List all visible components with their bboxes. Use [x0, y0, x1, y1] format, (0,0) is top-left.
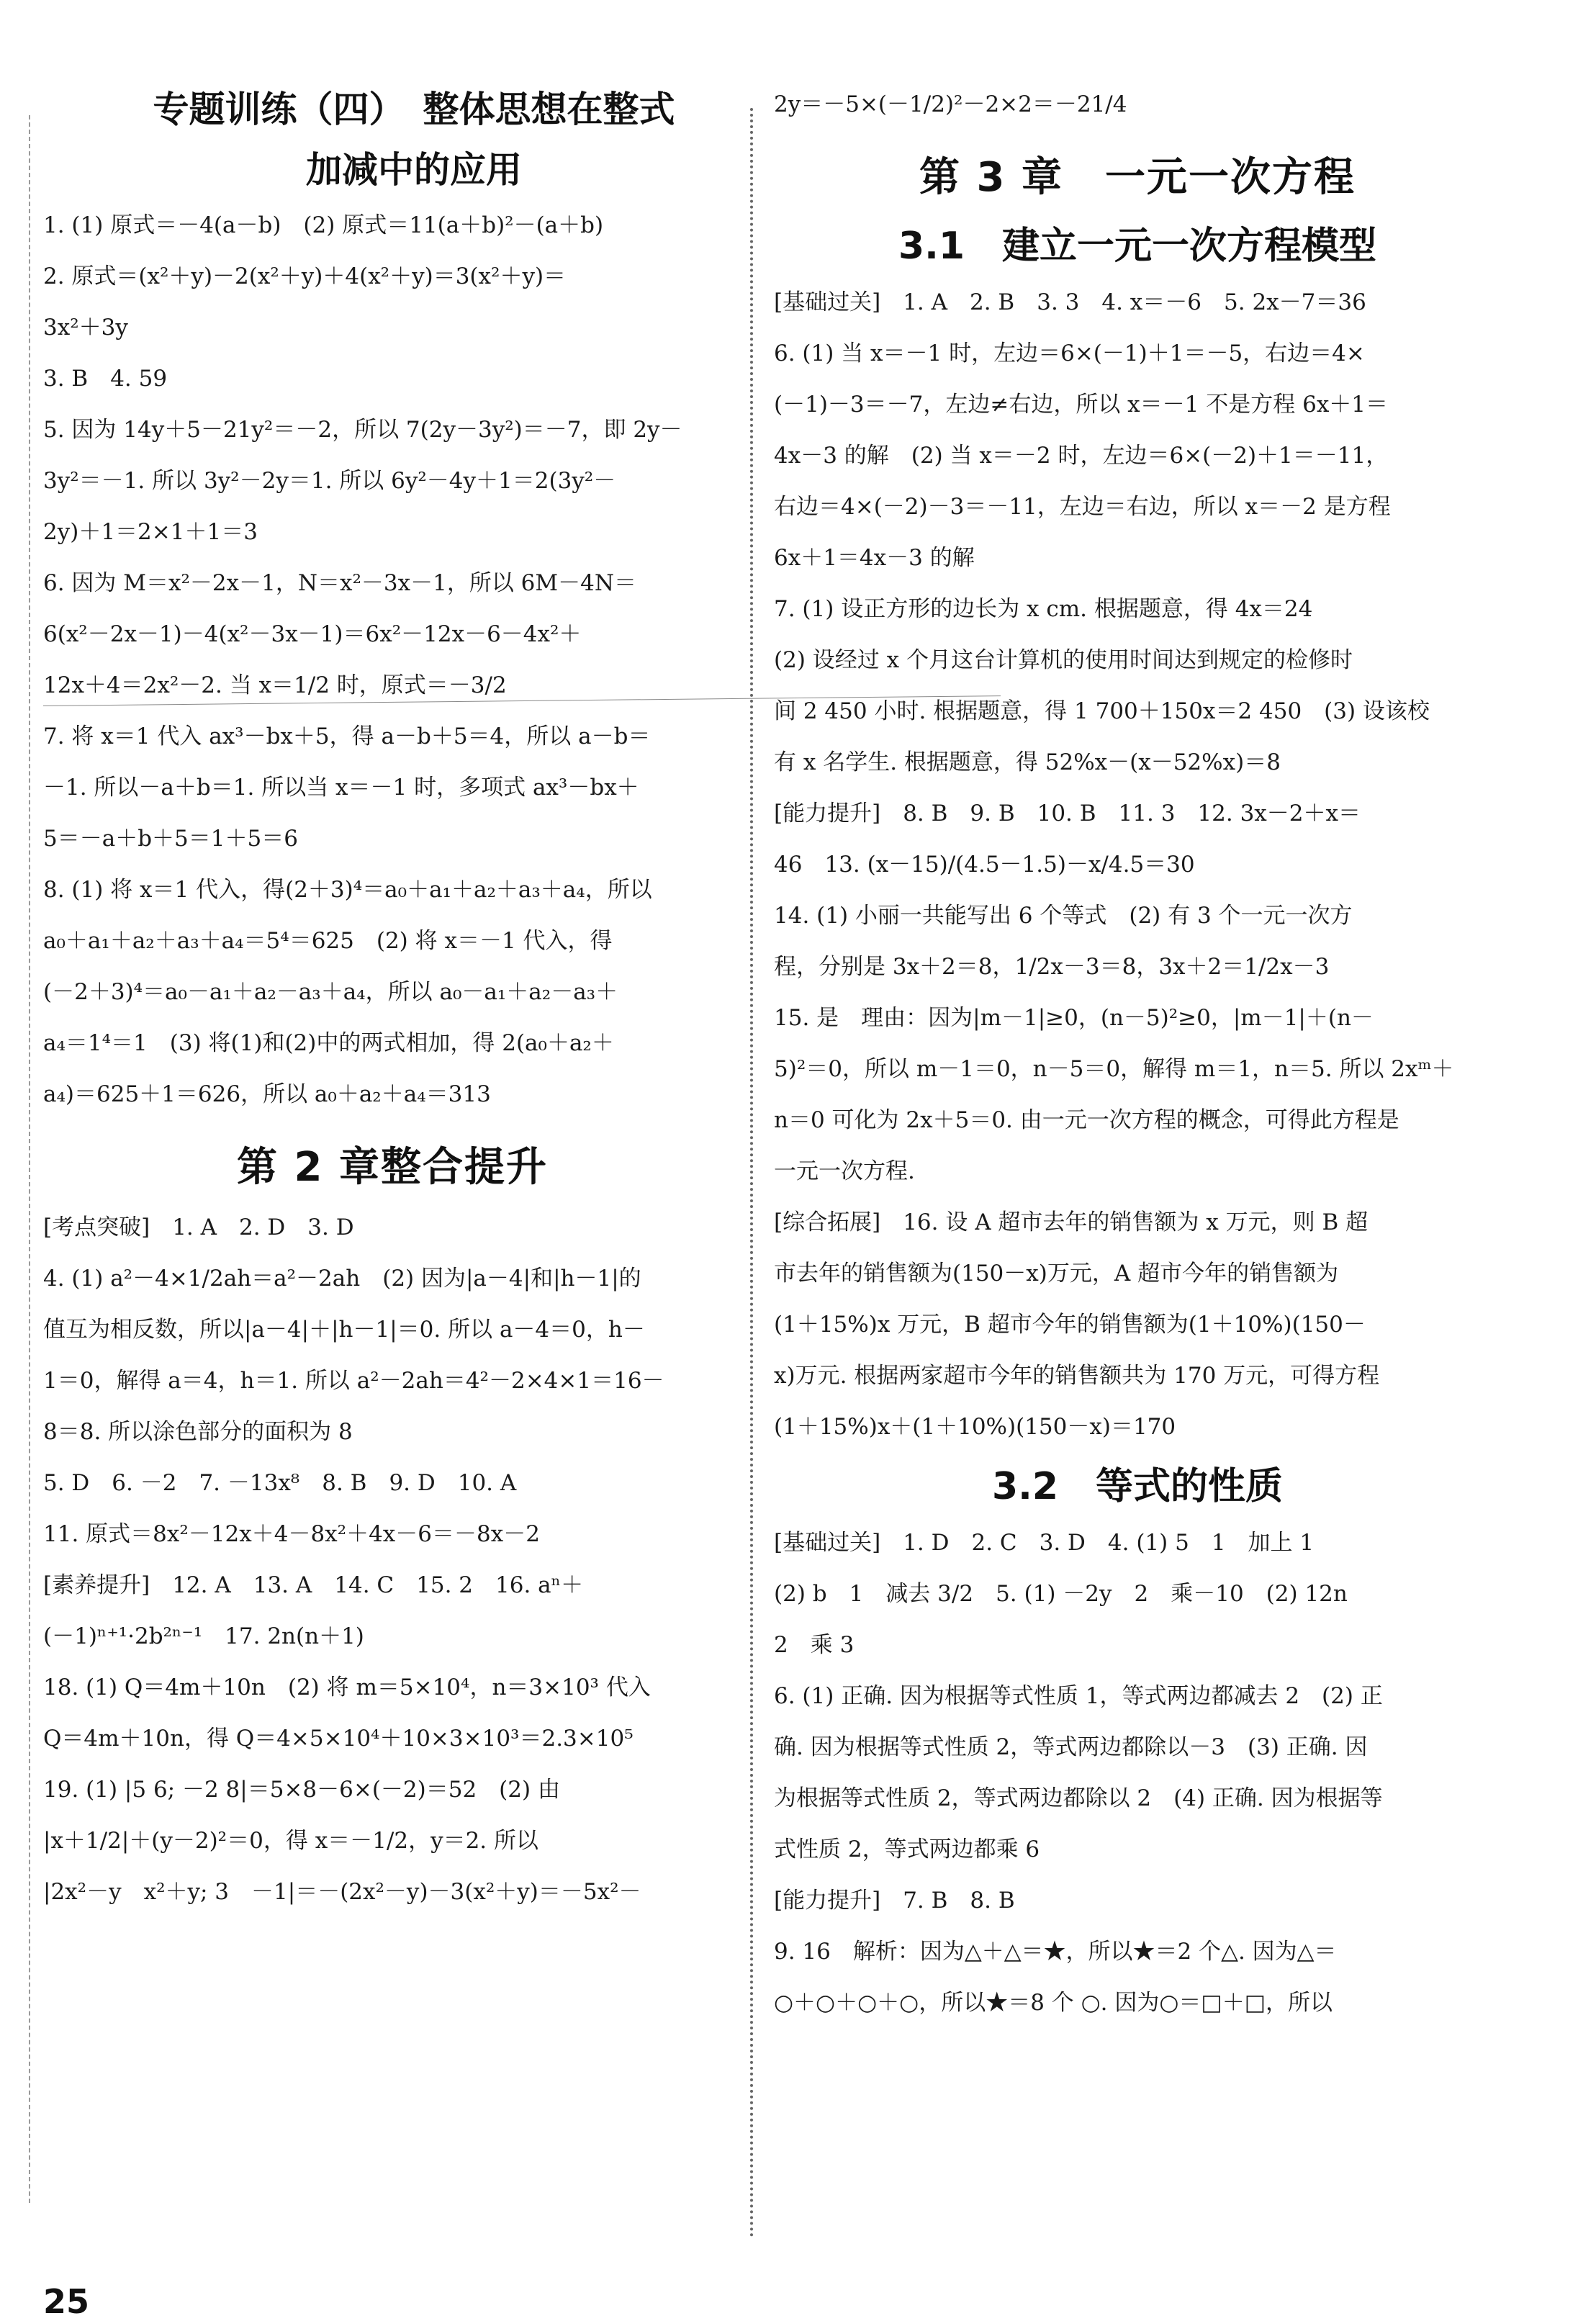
- answer-line: 2y)＋1＝2×1＋1＝3: [43, 519, 258, 545]
- answer-line: 6. 因为 M＝x²－2x－1，N＝x²－3x－1，所以 6M－4N＝: [43, 570, 636, 596]
- answer-line: a₀＋a₁＋a₂＋a₃＋a₄＝5⁴＝625 (2) 将 x＝－1 代入，得: [43, 928, 613, 954]
- column-divider: [750, 108, 753, 2239]
- chapter-2-answers: [43, 1202, 741, 1918]
- answer-line: [基础过关] 1. D 2. C 3. D 4. (1) 5 1 加上 1: [774, 1530, 1315, 1556]
- section-3-1-title: 3.1 建立一元一次方程模型: [898, 225, 1377, 268]
- binding-dash-line: [29, 115, 33, 2203]
- answer-line: 6. (1) 正确. 因为根据等式性质 1，等式两边都减去 2 (2) 正: [774, 1683, 1383, 1709]
- answer-line: x)万元. 根据两家超市今年的销售额共为 170 万元，可得方程: [774, 1363, 1380, 1389]
- section-3-1-answers: [774, 277, 1501, 1453]
- answer-line: 2 乘 3: [774, 1632, 855, 1658]
- answer-line: 15. 是 理由：因为|m－1|≥0，(n－5)²≥0，|m－1|＋(n－: [774, 1005, 1374, 1031]
- topic-title-line-1: 专题训练（四） 整体思想在整式: [153, 89, 675, 130]
- answer-line: 为根据等式性质 2，等式两边都除以 2 (4) 正确. 因为根据等: [774, 1785, 1383, 1811]
- answer-line: 式性质 2，等式两边都乘 6: [774, 1836, 1040, 1862]
- answer-line: 5. D 6. －2 7. －13x⁸ 8. B 9. D 10. A: [43, 1470, 517, 1496]
- answer-line: (－1)－3＝－7，左边≠右边，所以 x＝－1 不是方程 6x＋1＝: [774, 392, 1389, 418]
- answer-line: 值互为相反数，所以|a－4|＋|h－1|＝0. 所以 a－4＝0，h－: [43, 1317, 645, 1343]
- answer-line: 19. (1) |5 6; －2 8|＝5×8－6×(－2)＝52 (2) 由: [43, 1777, 560, 1803]
- answer-line: (2) 设经过 x 个月这台计算机的使用时间达到规定的检修时: [774, 647, 1353, 673]
- page-number: 25: [43, 2282, 90, 2321]
- answer-line: 7. 将 x＝1 代入 ax³－bx＋5，得 a－b＋5＝4，所以 a－b＝: [43, 724, 651, 749]
- answer-line: [能力提升] 7. B 8. B: [774, 1888, 1015, 1914]
- answer-line: |2x²－y x²＋y; 3 －1|＝－(2x²－y)－3(x²＋y)＝－5x²－: [43, 1879, 641, 1905]
- answer-line: 5)²＝0，所以 m－1＝0，n－5＝0，解得 m＝1，n＝5. 所以 2xᵐ＋: [774, 1056, 1454, 1082]
- section-3-2-title: 3.2 等式的性质: [991, 1465, 1284, 1508]
- answer-line: 间 2 450 小时. 根据题意，得 1 700＋150x＝2 450 (3) 设该校: [774, 698, 1430, 724]
- answer-line: 市去年的销售额为(150－x)万元，A 超市今年的销售额为: [774, 1261, 1339, 1286]
- right-column: [774, 79, 1501, 2217]
- answer-line: 18. (1) Q＝4m＋10n (2) 将 m＝5×10⁴，n＝3×10³ 代入: [43, 1675, 651, 1700]
- topic-title-line-2: 加减中的应用: [306, 149, 522, 191]
- answer-line: 3y²＝－1. 所以 3y²－2y＝1. 所以 6y²－4y＋1＝2(3y²－: [43, 468, 616, 494]
- answer-line: 1＝0，解得 a＝4，h＝1. 所以 a²－2ah＝4²－2×4×1＝16－: [43, 1368, 664, 1394]
- answer-line: 5. 因为 14y＋5－21y²＝－2，所以 7(2y－3y²)＝－7，即 2y－: [43, 417, 682, 443]
- answer-line: |x＋1/2|＋(y－2)²＝0，得 x＝－1/2，y＝2. 所以: [43, 1828, 539, 1854]
- answer-line: a₄)＝625＋1＝626，所以 a₀＋a₂＋a₄＝313: [43, 1081, 491, 1107]
- answer-line: [素养提升] 12. A 13. A 14. C 15. 2 16. aⁿ＋: [43, 1572, 584, 1598]
- answer-line: 1. (1) 原式＝－4(a－b) (2) 原式＝11(a＋b)²－(a＋b): [43, 212, 604, 238]
- answer-line: 8. (1) 将 x＝1 代入，得(2＋3)⁴＝a₀＋a₁＋a₂＋a₃＋a₄，所以: [43, 877, 652, 903]
- answer-line: －1. 所以－a＋b＝1. 所以当 x＝－1 时，多项式 ax³－bx＋: [43, 775, 639, 801]
- answer-line: 程，分别是 3x＋2＝8，1/2x－3＝8，3x＋2＝1/2x－3: [774, 954, 1330, 980]
- answer-line: 6. (1) 当 x＝－1 时，左边＝6×(－1)＋1＝－5，右边＝4×: [774, 341, 1365, 366]
- answer-line: a₄＝1⁴＝1 (3) 将(1)和(2)中的两式相加，得 2(a₀＋a₂＋: [43, 1030, 614, 1056]
- answer-line: [能力提升] 8. B 9. B 10. B 11. 3 12. 3x－2＋x＝: [774, 801, 1361, 826]
- chapter-2-title: 第 2 章整合提升: [237, 1144, 548, 1191]
- answer-line: (1＋15%)x 万元，B 超市今年的销售额为(1＋10%)(150－: [774, 1312, 1366, 1338]
- answer-line: 5＝－a＋b＋5＝1＋5＝6: [43, 826, 298, 852]
- left-column: [43, 79, 741, 2321]
- answer-line: 46 13. (x－15)/(4.5－1.5)－x/4.5＝30: [774, 852, 1195, 878]
- answer-line: 12x＋4＝2x²－2. 当 x＝1/2 时，原式＝－3/2: [43, 672, 507, 698]
- answer-line: 2y＝－5×(－1/2)²－2×2＝－21/4: [774, 91, 1127, 117]
- answer-line: 一元一次方程.: [774, 1158, 915, 1184]
- answer-line: (1＋15%)x＋(1＋10%)(150－x)＝170: [774, 1414, 1176, 1440]
- answer-line: 4x－3 的解 (2) 当 x＝－2 时，左边＝6×(－2)＋1＝－11，: [774, 443, 1389, 469]
- answer-line: 有 x 名学生. 根据题意，得 52%x－(x－52%x)＝8: [774, 749, 1281, 775]
- answer-line: [综合拓展] 16. 设 A 超市去年的销售额为 x 万元，则 B 超: [774, 1209, 1369, 1235]
- answer-line: 11. 原式＝8x²－12x＋4－8x²＋4x－6＝－8x－2: [43, 1521, 540, 1547]
- answer-line: 确. 因为根据等式性质 2，等式两边都除以－3 (3) 正确. 因: [774, 1734, 1368, 1760]
- answer-line: [基础过关] 1. A 2. B 3. 3 4. x＝－6 5. 2x－7＝36: [774, 289, 1366, 315]
- answer-line: 6(x²－2x－1)－4(x²－3x－1)＝6x²－12x－6－4x²＋: [43, 621, 582, 647]
- answer-line: 8＝8. 所以涂色部分的面积为 8: [43, 1419, 353, 1445]
- section-3-2-answers: [774, 1518, 1501, 2029]
- answer-line: 右边＝4×(－2)－3＝－11，左边＝右边，所以 x＝－2 是方程: [774, 494, 1391, 520]
- answer-line: 4. (1) a²－4×1/2ah＝a²－2ah (2) 因为|a－4|和|h－1|的: [43, 1266, 641, 1292]
- answer-line: [考点突破] 1. A 2. D 3. D: [43, 1214, 354, 1240]
- answer-line: (2) b 1 减去 3/2 5. (1) －2y 2 乘－10 (2) 12n: [774, 1581, 1348, 1607]
- answer-line: Q＝4m＋10n，得 Q＝4×5×10⁴＋10×3×10³＝2.3×10⁵: [43, 1726, 634, 1752]
- answer-line: 3x²＋3y: [43, 315, 128, 341]
- answer-line: 6x＋1＝4x－3 的解: [774, 545, 975, 571]
- answer-line: (－2＋3)⁴＝a₀－a₁＋a₂－a₃＋a₄，所以 a₀－a₁＋a₂－a₃＋: [43, 979, 618, 1005]
- topic-answers: [43, 200, 741, 1120]
- answer-line: 2. 原式＝(x²＋y)－2(x²＋y)＋4(x²＋y)＝3(x²＋y)＝: [43, 263, 567, 289]
- answer-line: 3. B 4. 59: [43, 366, 168, 392]
- answer-line: 14. (1) 小丽一共能写出 6 个等式 (2) 有 3 个一元一次方: [774, 903, 1353, 929]
- answer-line: 7. (1) 设正方形的边长为 x cm. 根据题意，得 4x＝24: [774, 596, 1313, 622]
- answer-line: 9. 16 解析：因为△＋△＝★，所以★＝2 个△. 因为△＝: [774, 1939, 1337, 1965]
- answer-line: (－1)ⁿ⁺¹·2b²ⁿ⁻¹ 17. 2n(n＋1): [43, 1623, 364, 1649]
- answer-line: ○＋○＋○＋○，所以★＝8 个 ○. 因为○＝□＋□，所以: [774, 1990, 1333, 2016]
- answer-line: n＝0 可化为 2x＋5＝0. 由一元一次方程的概念，可得此方程是: [774, 1107, 1399, 1133]
- chapter-3-title: 第 3 章 一元一次方程: [919, 154, 1356, 201]
